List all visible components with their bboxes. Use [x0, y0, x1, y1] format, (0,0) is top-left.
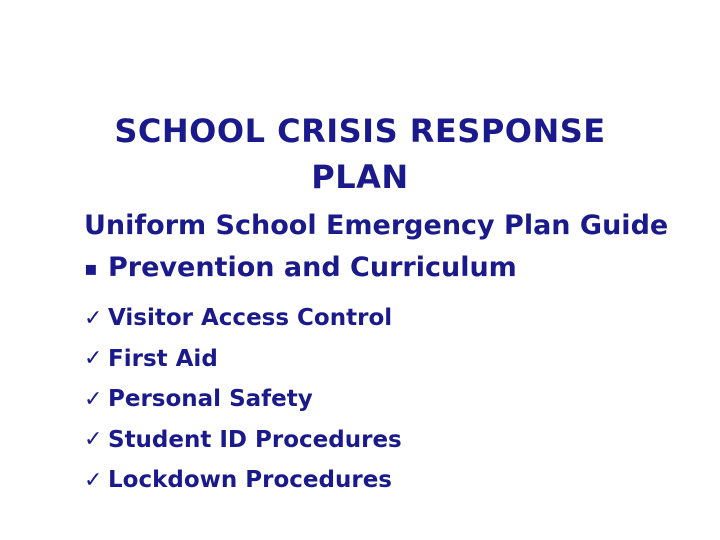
checklist-item-label: Student ID Procedures [108, 426, 402, 453]
checkmark-icon: ✓ [84, 467, 103, 493]
section-label: Prevention and Curriculum [108, 252, 517, 283]
checkmark-icon: ✓ [84, 346, 103, 372]
checklist-item-label: Lockdown Procedures [108, 467, 392, 494]
square-bullet-icon: ▪ [84, 256, 98, 280]
checklist-item [84, 339, 714, 380]
checklist-item-label: Personal Safety [108, 386, 313, 413]
title-line-2: PLAN [311, 158, 409, 196]
checklist-item-label: First Aid [108, 345, 218, 372]
checklist-item [84, 460, 714, 501]
slide-title [0, 108, 720, 200]
checklist-item [84, 420, 714, 461]
checkmark-icon: ✓ [84, 305, 103, 331]
checklist-item [84, 298, 714, 339]
checkmark-icon: ✓ [84, 427, 103, 453]
checkmark-icon: ✓ [84, 386, 103, 412]
subtitle: Uniform School Emergency Plan Guide [84, 210, 669, 241]
title-line-1: SCHOOL CRISIS RESPONSE [114, 112, 606, 150]
checklist-item [84, 379, 714, 420]
slide-content [84, 206, 714, 501]
section-item [84, 246, 714, 290]
checklist [84, 298, 714, 501]
checklist-item-label: Visitor Access Control [108, 305, 393, 332]
